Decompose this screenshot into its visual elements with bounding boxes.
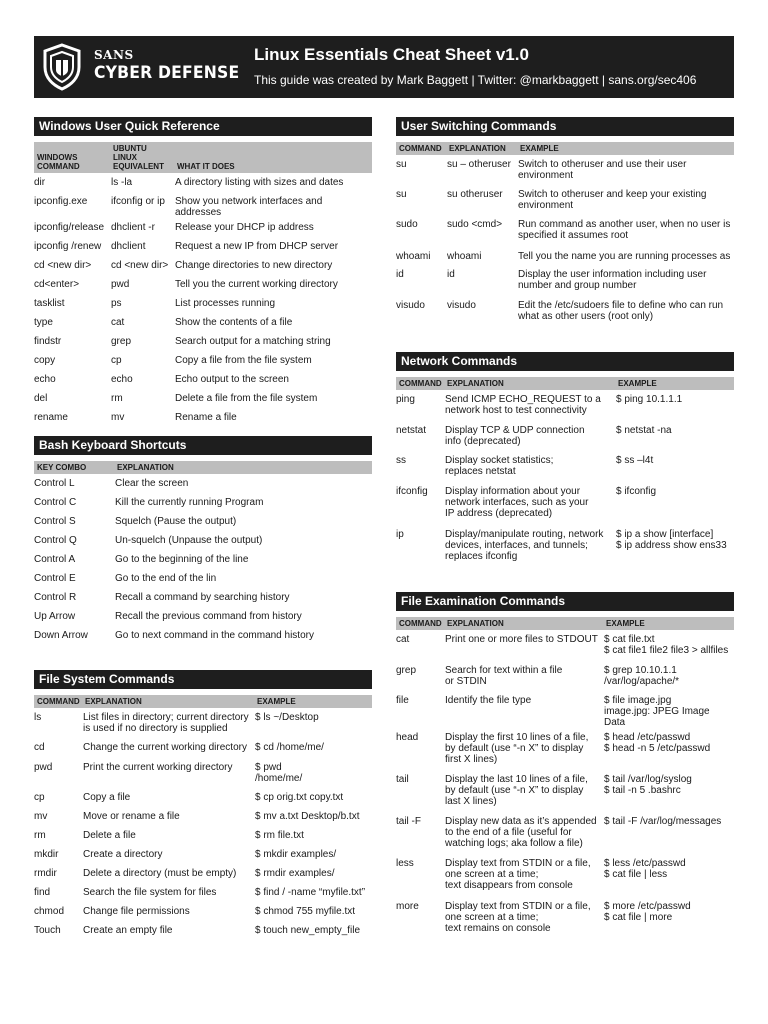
table-cell: Change directories to new directory (175, 260, 333, 271)
table-cell: ls (34, 712, 42, 723)
table-row (34, 218, 372, 237)
filesystem-table (34, 695, 372, 940)
table-cell: chmod (34, 906, 65, 917)
table-row (34, 807, 372, 826)
table-cell: rm (34, 830, 46, 841)
table-row (34, 902, 372, 921)
page-title: Linux Essentials Cheat Sheet v1.0 (254, 45, 529, 64)
table-row (396, 155, 734, 185)
column-header: EXAMPLE (603, 617, 734, 630)
network-section (396, 352, 734, 568)
table-cell: $ more /etc/passwd $ cat file | more (604, 901, 691, 923)
table-cell: Echo output to the screen (175, 374, 289, 385)
table-cell: ifconfig (396, 486, 428, 497)
table-cell: Display/manipulate routing, network devices, interfaces, and tunnels; replaces ifconfig (445, 529, 604, 562)
column-header: EXPLANATION (114, 461, 372, 474)
table-cell: echo (34, 374, 56, 385)
table-cell: $ ifconfig (616, 486, 657, 497)
table-row (34, 408, 372, 427)
table-cell: $ less /etc/passwd $ cat file | less (604, 858, 686, 880)
table-cell: dir (34, 177, 46, 188)
table-row (396, 265, 734, 296)
table-cell: visudo (396, 300, 425, 311)
table-cell: netstat (396, 425, 427, 436)
table-cell: $ grep 10.10.1.1 /var/log/apache/* (604, 665, 680, 687)
table-cell: ss (396, 455, 406, 466)
table-cell: Control L (34, 478, 75, 489)
column-header: EXPLANATION (446, 142, 517, 155)
page-subtitle: This guide was created by Mark Baggett | Twitter: @markbaggett | sans.org/sec406 (254, 73, 697, 87)
table-row (396, 296, 734, 326)
table-cell: cp (111, 355, 122, 366)
table-cell: copy (34, 355, 56, 366)
table-cell: Create an empty file (83, 925, 173, 936)
table-cell: Squelch (Pause the output) (115, 516, 237, 527)
table-row (34, 921, 372, 940)
table-cell: ipconfig /renew (34, 241, 102, 252)
table-cell: Control R (34, 592, 77, 603)
table-cell: Display information about your network interfaces, such as your IP address (deprecated) (445, 486, 589, 519)
table-cell: sudo (396, 219, 418, 230)
table-row (34, 192, 372, 218)
table-cell: id (396, 269, 404, 280)
bash-section (34, 436, 372, 645)
table-cell: Un-squelch (Unpause the output) (115, 535, 263, 546)
table-row (396, 185, 734, 215)
table-row (34, 738, 372, 758)
table-cell: mv (111, 412, 125, 423)
windows-section (34, 117, 372, 427)
table-row (396, 215, 734, 247)
table-cell: Release your DHCP ip address (175, 222, 314, 233)
table-row (396, 854, 734, 897)
column-header: EXAMPLE (615, 377, 734, 390)
section-title: File Examination Commands (396, 592, 734, 611)
table-row (396, 482, 734, 525)
table-cell: $ netstat -na (616, 425, 672, 436)
table-row (34, 607, 372, 626)
table-cell: echo (111, 374, 133, 385)
userswitch-table (396, 142, 734, 326)
table-cell: ifconfig or ip (111, 196, 165, 207)
table-row (34, 474, 372, 493)
table-row (34, 493, 372, 512)
table-cell: cat (396, 634, 410, 645)
section-title: Windows User Quick Reference (34, 117, 372, 136)
table-cell: Control Q (34, 535, 77, 546)
table-cell: $ tail /var/log/syslog $ tail -n 5 .bashrc (604, 774, 692, 796)
header-banner (34, 36, 734, 98)
table-cell: Control A (34, 554, 76, 565)
table-cell: Control C (34, 497, 77, 508)
table-cell: Recall the previous command from history (115, 611, 302, 622)
table-cell: cd (34, 742, 45, 753)
table-cell: List processes running (175, 298, 276, 309)
section-title: Network Commands (396, 352, 734, 371)
table-cell: ipconfig/release (34, 222, 105, 233)
table-cell: Tell you the name you are running processes as (518, 251, 731, 262)
table-cell: Display TCP & UDP connection info (deprecated) (445, 425, 585, 447)
table-cell: more (396, 901, 419, 912)
section-title: Bash Keyboard Shortcuts (34, 436, 372, 455)
table-cell: ps (111, 298, 122, 309)
table-row (34, 313, 372, 332)
table-cell: Copy a file (83, 792, 131, 803)
table-cell: head (396, 732, 419, 743)
table-cell: tail -F (396, 816, 421, 827)
table-cell: Create a directory (83, 849, 163, 860)
table-cell: find (34, 887, 51, 898)
table-cell: Show the contents of a file (175, 317, 293, 328)
table-cell: Rename a file (175, 412, 237, 423)
table-cell: cd <new dir> (34, 260, 92, 271)
table-row (34, 370, 372, 389)
table-row (34, 826, 372, 845)
table-row (34, 845, 372, 864)
table-cell: whoami (447, 251, 482, 262)
table-header-row (34, 142, 372, 173)
column-header: EXPLANATION (444, 617, 603, 630)
table-cell: $ tail -F /var/log/messages (604, 816, 722, 827)
column-header: WHAT IT DOES (174, 142, 372, 173)
table-cell: $ find / -name “myfile.txt” (255, 887, 366, 898)
table-cell: less (396, 858, 414, 869)
table-cell: Tell you the current working directory (175, 279, 338, 290)
table-cell: mkdir (34, 849, 59, 860)
table-cell: $ head /etc/passwd $ head -n 5 /etc/passwd (604, 732, 711, 754)
table-row (396, 421, 734, 451)
table-cell: $ ls ~/Desktop (255, 712, 319, 723)
table-cell: Search for text within a file or STDIN (445, 665, 563, 687)
table-cell: visudo (447, 300, 476, 311)
table-row (34, 569, 372, 588)
brand-top: SANS (94, 48, 134, 62)
table-row (34, 550, 372, 569)
network-table (396, 377, 734, 568)
table-cell: dhclient (111, 241, 146, 252)
table-cell: $ pwd /home/me/ (255, 762, 303, 784)
table-cell: ipconfig.exe (34, 196, 88, 207)
table-cell: Kill the currently running Program (115, 497, 264, 508)
table-cell: $ rmdir examples/ (255, 868, 335, 879)
table-cell: su – otheruser (447, 159, 511, 170)
table-row (34, 275, 372, 294)
table-row (34, 626, 372, 645)
table-cell: Display socket statistics; replaces netstat (445, 455, 554, 477)
table-row (396, 525, 734, 568)
table-cell: cat (111, 317, 125, 328)
table-cell: $ touch new_empty_file (255, 925, 361, 936)
table-header-row (34, 461, 372, 474)
table-cell: grep (111, 336, 132, 347)
table-cell: Display the user information including user number and group number (518, 269, 707, 291)
section-title: File System Commands (34, 670, 372, 689)
table-cell: Request a new IP from DHCP server (175, 241, 339, 252)
table-cell: Go to the end of the lin (115, 573, 217, 584)
bash-table (34, 461, 372, 645)
table-cell: Copy a file from the file system (175, 355, 312, 366)
table-cell: Go to next command in the command history (115, 630, 314, 641)
table-cell: $ ss –l4t (616, 455, 654, 466)
table-cell: su (396, 159, 407, 170)
table-cell: grep (396, 665, 417, 676)
table-row (34, 864, 372, 883)
table-cell: $ cd /home/me/ (255, 742, 324, 753)
table-row (396, 691, 734, 728)
table-row (396, 897, 734, 937)
table-cell: Send ICMP ECHO_REQUEST to a network host to test connectivity (445, 394, 601, 416)
table-cell: Display text from STDIN or a file, one screen at a time; text remains on console (445, 901, 591, 934)
table-cell: Touch (34, 925, 61, 936)
windows-table (34, 142, 372, 427)
table-cell: Identify the file type (445, 695, 532, 706)
table-cell: ping (396, 394, 415, 405)
table-cell: type (34, 317, 53, 328)
table-cell: Delete a file from the file system (175, 393, 318, 404)
table-header-row (34, 695, 372, 708)
table-cell: file (396, 695, 409, 706)
column-header: EXPLANATION (82, 695, 254, 708)
column-header: KEY COMBO (34, 461, 114, 474)
table-row (396, 390, 734, 421)
table-cell: Print one or more files to STDOUT (445, 634, 598, 645)
table-cell: List files in directory; current directory is used if no directory is supplied (83, 712, 249, 734)
table-cell: $ cp orig.txt copy.txt (255, 792, 344, 803)
table-cell: Switch to otheruser and keep your existing environment (518, 189, 707, 211)
table-cell: mv (34, 811, 48, 822)
table-cell: Up Arrow (34, 611, 76, 622)
table-cell: tasklist (34, 298, 65, 309)
table-cell: Change file permissions (83, 906, 190, 917)
column-header: EXPLANATION (444, 377, 615, 390)
table-cell: A directory listing with sizes and dates (175, 177, 344, 188)
table-row (396, 630, 734, 661)
table-cell: Recall a command by searching history (115, 592, 290, 603)
table-cell: Control S (34, 516, 76, 527)
table-cell: $ mkdir examples/ (255, 849, 337, 860)
column-header: WINDOWS COMMAND (34, 142, 110, 173)
table-cell: ls -la (111, 177, 133, 188)
table-cell: tail (396, 774, 409, 785)
table-header-row (396, 377, 734, 390)
table-row (396, 812, 734, 854)
section-title: User Switching Commands (396, 117, 734, 136)
table-cell: Change the current working directory (83, 742, 247, 753)
table-cell: Display the first 10 lines of a file, by default (use “-n X” to display first X lines) (445, 732, 589, 765)
table-header-row (396, 142, 734, 155)
table-cell: rmdir (34, 868, 57, 879)
table-cell: su otheruser (447, 189, 503, 200)
table-cell: sudo <cmd> (447, 219, 503, 230)
table-row (34, 173, 372, 192)
table-row (34, 708, 372, 738)
table-cell: cp (34, 792, 45, 803)
table-cell: dhclient -r (111, 222, 155, 233)
table-row (34, 883, 372, 902)
table-cell: Show you network interfaces and addresses (175, 196, 323, 218)
column-header: COMMAND (396, 142, 446, 155)
table-cell: Control E (34, 573, 76, 584)
table-row (396, 451, 734, 482)
table-cell: Display text from STDIN or a file, one screen at a time; text disappears from console (445, 858, 591, 891)
table-cell: rm (111, 393, 123, 404)
column-header: EXAMPLE (254, 695, 372, 708)
table-cell: Move or rename a file (83, 811, 180, 822)
table-cell: $ ip a show [interface] $ ip address show ens33 (616, 529, 727, 551)
table-cell: Search the file system for files (83, 887, 217, 898)
shield-icon (42, 43, 82, 91)
table-row (34, 294, 372, 313)
sans-cyber-defense-logo (42, 43, 242, 91)
table-cell: Edit the /etc/sudoers file to define who can run what as other users (root only) (518, 300, 724, 322)
table-cell: $ file image.jpg image.jpg: JPEG Image Data (604, 695, 710, 728)
column-header: EXAMPLE (517, 142, 734, 155)
table-cell: Delete a file (83, 830, 136, 841)
brand-bottom: CYBER DEFENSE (94, 63, 240, 83)
table-row (34, 758, 372, 788)
table-header-row (396, 617, 734, 630)
table-cell: Run command as another user, when no user is specified it assumes root (518, 219, 731, 241)
table-row (34, 788, 372, 807)
table-cell: Display new data as it’s appended to the end of a file (useful for watching logs; aka follow a file) (445, 816, 597, 849)
table-cell: Display the last 10 lines of a file, by default (use “-n X” to display last X lines) (445, 774, 588, 807)
table-row (34, 332, 372, 351)
table-cell: Go to the beginning of the line (115, 554, 249, 565)
table-cell: findstr (34, 336, 62, 347)
table-row (34, 588, 372, 607)
table-cell: id (447, 269, 455, 280)
column-header: COMMAND (396, 617, 444, 630)
table-row (396, 770, 734, 812)
table-cell: $ cat file.txt $ cat file1 file2 file3 > allfiles (604, 634, 729, 656)
table-cell: pwd (111, 279, 130, 290)
table-row (396, 661, 734, 691)
table-cell: Clear the screen (115, 478, 189, 489)
filesystem-section (34, 670, 372, 940)
table-cell: su (396, 189, 407, 200)
fileexam-section (396, 592, 734, 937)
table-cell: whoami (396, 251, 431, 262)
table-row (34, 237, 372, 256)
table-row (34, 389, 372, 408)
userswitch-section (396, 117, 734, 326)
column-header: COMMAND (34, 695, 82, 708)
table-row (34, 256, 372, 275)
table-row (34, 512, 372, 531)
column-header: UBUNTU LINUX EQUIVALENT (110, 142, 174, 173)
table-row (34, 531, 372, 550)
table-row (396, 247, 734, 265)
table-cell: pwd (34, 762, 53, 773)
table-cell: cd <new dir> (111, 260, 169, 271)
table-cell: $ mv a.txt Desktop/b.txt (255, 811, 360, 822)
table-cell: Search output for a matching string (175, 336, 331, 347)
table-cell: Print the current working directory (83, 762, 233, 773)
table-cell: Delete a directory (must be empty) (83, 868, 237, 879)
table-cell: Down Arrow (34, 630, 88, 641)
table-cell: del (34, 393, 48, 404)
table-row (34, 351, 372, 370)
table-cell: ip (396, 529, 404, 540)
table-cell: $ chmod 755 myfile.txt (255, 906, 356, 917)
table-row (396, 728, 734, 770)
table-cell: Switch to otheruser and use their user environment (518, 159, 687, 181)
table-cell: rename (34, 412, 68, 423)
table-cell: cd<enter> (34, 279, 80, 290)
column-header: COMMAND (396, 377, 444, 390)
table-cell: $ ping 10.1.1.1 (616, 394, 683, 405)
fileexam-table (396, 617, 734, 937)
table-cell: $ rm file.txt (255, 830, 304, 841)
